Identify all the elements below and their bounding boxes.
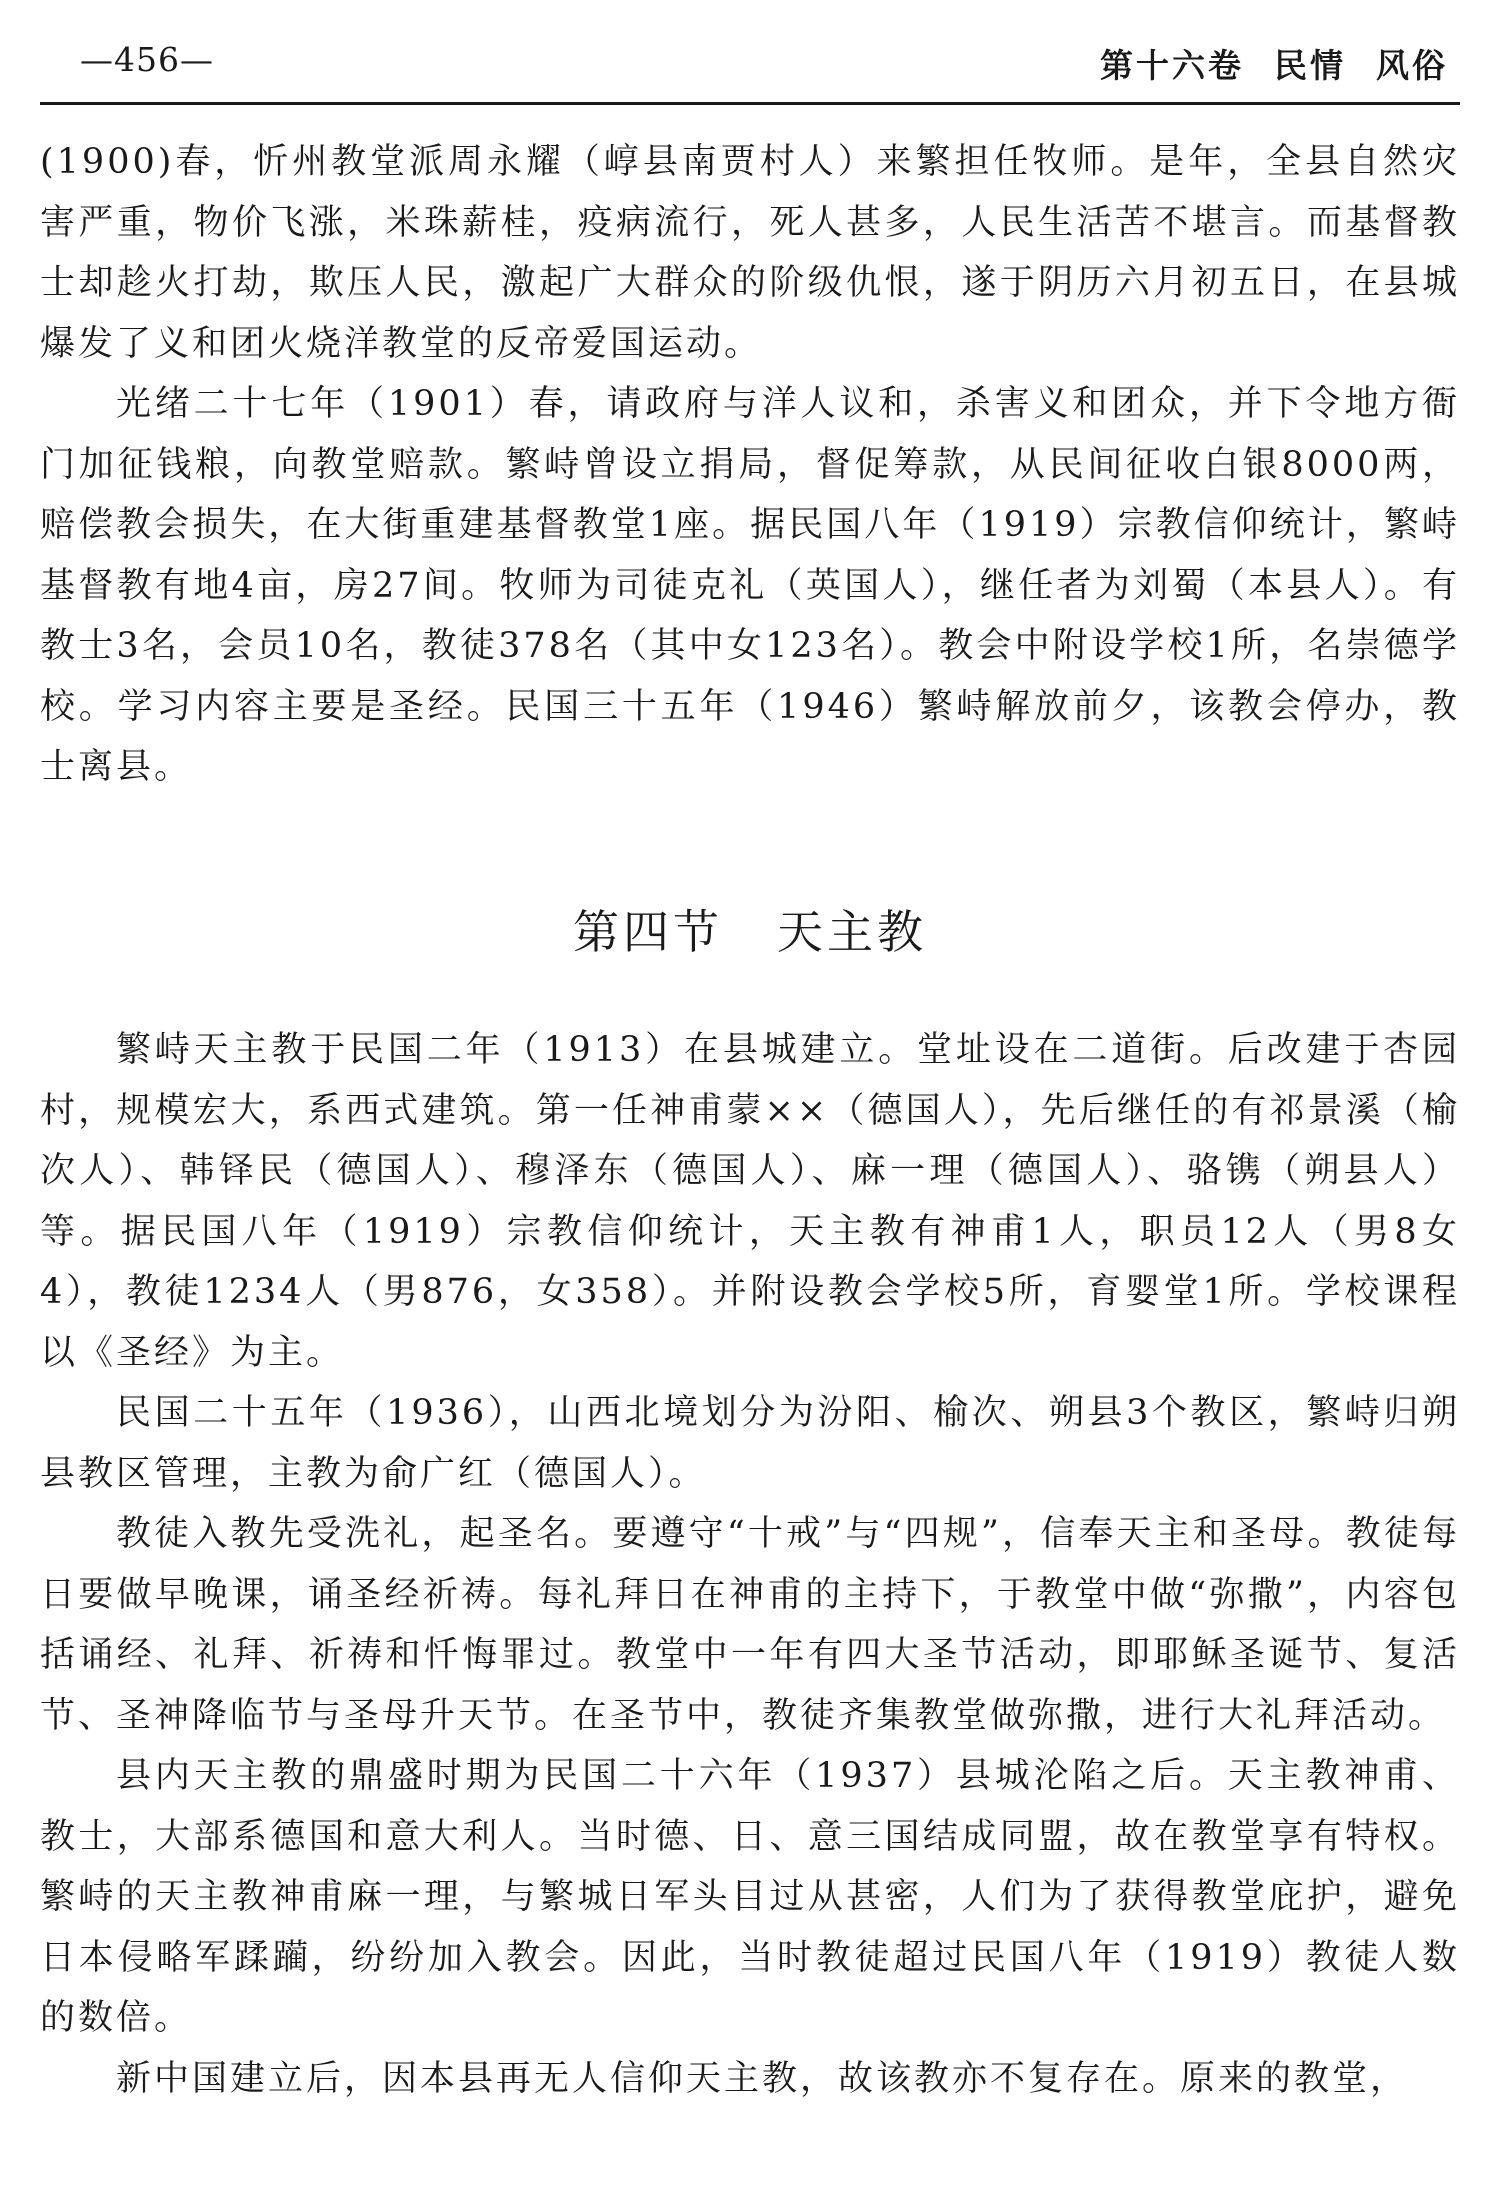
volume-label: 第十六卷 — [1100, 46, 1244, 85]
page-number: —456— — [80, 40, 214, 79]
paragraph: 光绪二十七年（1901）春，请政府与洋人议和，杀害义和团众，并下令地方衙门加征钱粮，向教堂赔款。繁峙曾设立捐局，督促筹款，从民间征收白银8000两，赔偿教会损失，在大街重建基督教堂1座。据民国八年（1919）宗教信仰统计，繁峙基督教有地4亩，房27间。牧师为司徒克礼（英国人），继任者为刘蜀（本县人）。有教士3名，会员10名，教徒378名（其中女123名）。教会中附设学校1所，名崇德学校。学习内容主要是圣经。民国三十五年（1946）繁峙解放前夕，该教会停办，教士离县。 — [40, 384, 1460, 787]
book-page — [40, 0, 1460, 2193]
section-name: 天主教 — [777, 905, 927, 959]
paragraph: 民国二十五年（1936），山西北境划分为汾阳、榆次、朔县3个教区，繁峙归朔县教区管理，主教为俞广红（德国人）。 — [40, 1393, 1460, 1494]
section-heading — [40, 896, 1460, 962]
catholic-section-body — [40, 1020, 1460, 2109]
section-number: 第四节 — [573, 905, 723, 959]
topic-label-1: 民情 — [1274, 46, 1346, 85]
paragraph: 繁峙天主教于民国二年（1913）在县城建立。堂址设在二道街。后改建于杏园村，规模宏大，系西式建筑。第一任神甫蒙××（德国人），先后继任的有祁景溪（榆次人）、韩铎民（德国人）、穆泽东（德国人）、麻一理（德国人）、骆镌（朔县人）等。据民国八年（1919）宗教信仰统计，天主教有神甫1人，职员12人（男8女4），教徒1234人（男876，女358）。并附设教会学校5所，育婴堂1所。学校课程以《圣经》为主。 — [40, 1030, 1460, 1373]
paragraph: (1900)春，忻州教堂派周永耀（崞县南贾村人）来繁担任牧师。是年，全县自然灾害严重，物价飞涨，米珠薪桂，疫病流行，死人甚多，人民生活苦不堪言。而基督教士却趁火打劫，欺压人民，激起广大群众的阶级仇恨，遂于阴历六月初五日，在县城爆发了义和团火烧洋教堂的反帝爱国运动。 — [40, 142, 1460, 364]
protestant-section-continuation — [40, 132, 1460, 798]
page-header — [40, 30, 1460, 105]
paragraph: 新中国建立后，因本县再无人信仰天主教，故该教亦不复存在。原来的教堂， — [116, 2058, 1409, 2099]
running-head — [1100, 40, 1448, 87]
paragraph: 教徒入教先受洗礼，起圣名。要遵守“十戒”与“四规”，信奉天主和圣母。教徒每日要做早晚课，诵圣经祈祷。每礼拜日在神甫的主持下，于教堂中做“弥撒”，内容包括诵经、礼拜、祈祷和忏悔罪过。教堂中一年有四大圣节活动，即耶稣圣诞节、复活节、圣神降临节与圣母升天节。在圣节中，教徒齐集教堂做弥撒，进行大礼拜活动。 — [40, 1514, 1460, 1736]
paragraph: 县内天主教的鼎盛时期为民国二十六年（1937）县城沦陷之后。天主教神甫、教士，大部系德国和意大利人。当时德、日、意三国结成同盟，故在教堂享有特权。繁峙的天主教神甫麻一理，与繁城日军头目过从甚密，人们为了获得教堂庇护，避免日本侵略军蹂躏，纷纷加入教会。因此，当时教徒超过民国八年（1919）教徒人数的数倍。 — [40, 1756, 1460, 2038]
topic-label-2: 风俗 — [1376, 46, 1448, 85]
